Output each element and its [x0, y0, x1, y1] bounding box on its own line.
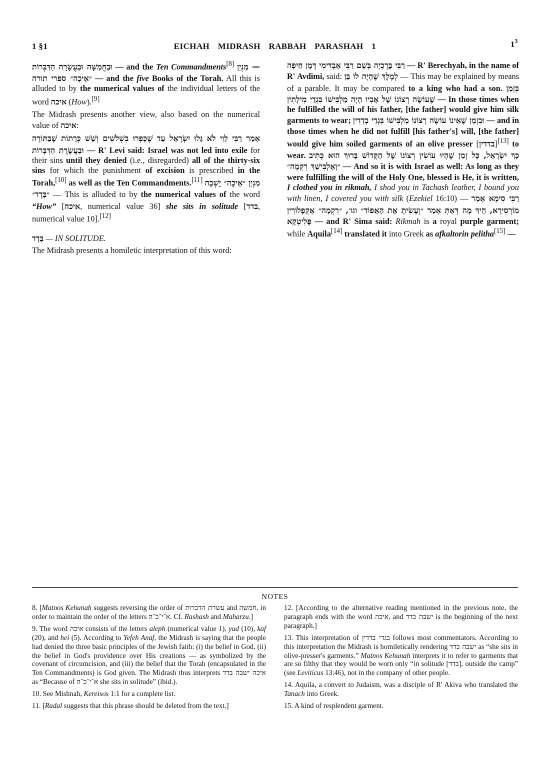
hebrew-text: ישבה בדד	[449, 642, 477, 651]
text-run: — and R' Sima said:	[311, 216, 396, 226]
text-run: the numerical values of	[140, 190, 227, 200]
text-run: royal	[436, 216, 461, 226]
text-run: said:	[324, 72, 345, 82]
text-run: (i.e., disregarded)	[126, 155, 192, 165]
text-run: to wear.	[287, 139, 520, 161]
hebrew-text: אָמַר רַבִּי לֵוִי לֹא גָּלוּ יִשְׂרָאֵל עַד שֶׁכָּפְרוּ בִשְׁלֹשִׁים וְשֵׁשׁ כְּרֵתוֹת שֶׁבַּתּוֹרָה וּבַעֲשֶׂרֶת הַדִּבְּרוֹת	[32, 133, 260, 155]
text-run: —	[505, 229, 516, 239]
text-run: 10. See Mishnah,	[32, 690, 84, 699]
hebrew-text: רַבִּי סִימָא אָמַר מוֹרְסִירָא, הֵיךְ מָה דְּאַתְּ אָמַר ״וְעָשִׂיתָ אֶת הָאֵפוֹד״ וגו׳, ״רִקְמָה״ אַקְפָלוֹרִין פֶּלִיטְקָא	[287, 193, 519, 226]
text-run: , the Midrash is saying that the people had denied the three basic principles of the Jewish faith: (i) the belief in God, (ii) the belief in God's providence over His creations — as symbolized by the covenant of circumcision, and (iii) the belief that the Torah (encapsulated in the Ten Commandments) is God given. The Midrash thus interprets	[32, 633, 266, 678]
footnote-ref: [9]	[91, 95, 100, 103]
right-text-column	[287, 60, 519, 242]
text-run: and	[208, 612, 223, 621]
hebrew-text: בִּזְמַן שֶׁעוֹשֶׂה רְצוֹנוֹ שֶׁל אָבִיו הָיָה מַלְבִּישׁוֹ בִּגְדֵי מִילָתִין	[287, 82, 520, 104]
text-run: Books of the Torah.	[148, 74, 224, 84]
text-run: ]	[494, 139, 498, 149]
hebrew-text: א־י־כ־ה	[76, 678, 99, 687]
text-run: Ezekiel	[409, 194, 433, 204]
text-run: The Midrash presents another view, also based on the numerical value of	[32, 109, 260, 130]
text-run: is the beginning of the next paragraph.]	[284, 612, 518, 630]
text-run: Maharzu	[222, 612, 249, 621]
footnote	[284, 634, 518, 679]
hebrew-text: כָּךְ יִשְׂרָאֵל, כָּל זְמַן שֶׁהָיוּ עוֹשִׂין רְצוֹנוֹ שֶׁל הַקָּדוֹשׁ בָּרוּךְ הוּא כְּתִיב ״וָאַלְבִּישֵׁךְ רִקְמָה״	[287, 150, 520, 172]
hebrew-text: ישבה בדד	[405, 612, 434, 621]
text-run: she sits in solitude	[165, 201, 239, 211]
text-run: Yefeh Anaf	[123, 633, 155, 642]
text-run: kaf	[257, 624, 266, 633]
text-run: in the Torah,	[32, 166, 261, 189]
footnote-ref: [14]	[330, 228, 343, 236]
text-run: 13:46), not in the company of other people.	[323, 669, 450, 678]
text-run: a	[432, 216, 437, 226]
text-run: , numerical value 36]	[80, 201, 166, 211]
text-run: Matnos Kehunah	[41, 604, 92, 612]
text-run: ], outside the camp” (see	[284, 660, 519, 678]
text-run: the individual letters of the word	[32, 84, 260, 107]
hebrew-text: איכה	[60, 119, 77, 130]
text-run: [	[56, 201, 65, 211]
text-run: , in order to maintain the order of the letters	[32, 604, 266, 621]
text-run: (20), and	[32, 633, 61, 642]
footnote-ref: [12]	[99, 213, 111, 221]
text-run: Rashash	[184, 612, 209, 621]
footnote	[32, 604, 266, 622]
footnote-ref: [8]	[226, 61, 235, 68]
text-run: 14. Aquila, a convert to Judaism, was a disciple of R' Akiva who translated the	[284, 681, 518, 690]
hebrew-text: מִנְיַן ״אֵיכָה״ יָשְׁבָה ״בָּדָד״	[32, 178, 261, 200]
text-run: . Cf.	[170, 612, 185, 621]
text-run: she sits in solitude” (ibid.).	[98, 678, 178, 687]
text-run: afkaltorin pelitha	[435, 229, 495, 239]
text-run: 15. A kind of resplendent garment.	[284, 702, 384, 711]
text-run: for which the punishment	[45, 166, 146, 176]
text-run: and	[224, 604, 240, 612]
text-run: All this is alluded to by	[32, 74, 260, 94]
text-run: into Greek.	[304, 690, 340, 699]
text-run: while	[287, 229, 308, 239]
text-run: ).	[86, 97, 92, 107]
text-run: of excision	[145, 166, 185, 176]
footnote	[284, 702, 518, 711]
text-run: I clothed you in rikmah,	[287, 183, 372, 192]
text-run: — IN SOLITUDE.	[43, 234, 106, 244]
text-run: yud	[228, 624, 240, 633]
text-run: (	[66, 97, 72, 107]
text-run: as “Because of	[32, 678, 77, 687]
text-run: 16:10) —	[432, 194, 472, 204]
hebrew-text: א־י־כ־ה	[148, 612, 171, 621]
text-run: to a king who had a son.	[408, 83, 503, 93]
text-run: — This may be explained by means of a parable. It may be compared	[287, 72, 519, 93]
text-run: — In those times when he fulfilled the will of his father, [the father] would give him silk garments to wear;	[287, 94, 519, 126]
footnote	[32, 702, 266, 711]
hebrew-text: לְמֶלֶךְ שֶׁהָיָה לוֹ בֵּן	[344, 71, 398, 82]
text-run: — And so it is with Israel as well: As long as they were fulfilling the will of the Holy One, blessed is He, it is written,	[287, 162, 520, 182]
text-run: Kereisos	[83, 690, 109, 699]
text-run: hei	[60, 633, 70, 642]
footnote-ref: [13]	[497, 138, 509, 146]
text-run: (	[403, 194, 409, 204]
text-run: I shod you in Tachash leather, I bound you with linen, I covered you with silk	[287, 183, 519, 204]
notes-divider	[32, 587, 518, 588]
text-run: five	[136, 74, 149, 84]
text-run: is prescribed	[184, 166, 238, 176]
text-run: suggests reversing the order of	[91, 604, 186, 612]
paragraph	[32, 110, 260, 132]
paragraph	[287, 60, 519, 240]
header-title: EICHAH MIDRASH RABBAH PARASHAH 1	[173, 41, 377, 51]
text-run: (5). According to	[69, 633, 124, 642]
hebrew-text: בדד	[246, 200, 258, 211]
footnote-ref: [15]	[494, 228, 506, 236]
text-run: interprets it to refer to garments that are so filthy that they would be worn only “in solitude [	[284, 651, 518, 669]
text-run: for their sins	[32, 145, 260, 165]
text-run: , and	[388, 612, 406, 621]
text-run: into Greek	[386, 229, 426, 239]
hebrew-text: רַבִּי בֶּרֶכְיָה בְּשֵׁם רַבִּי אַבְדִּימִי דְּמָן חֵיפָה	[287, 60, 405, 70]
hebrew-text: איכה ישבה בדד	[222, 669, 266, 678]
footnote	[32, 690, 266, 699]
text-run: the numerical values of	[80, 84, 165, 94]
hebrew-text: וּבַחֲמִשָּׁה וּבַעֲשָׂרָה הַדִּבְּרוֹת	[32, 61, 113, 72]
text-run: (numerical value 1),	[165, 624, 229, 633]
text-run: The Midrash presents a homiletic interpretation of this word:	[32, 246, 232, 256]
text-run: all of the thirty-six sins	[32, 155, 260, 176]
footnote	[284, 681, 518, 699]
text-run: follows most commentators. According to this interpretation the Midrash is homiletically rendering	[284, 633, 518, 651]
footnote-ref: [10]	[55, 177, 67, 185]
notes-title: NOTES	[261, 592, 289, 601]
paragraph	[32, 246, 260, 256]
text-run: — This is alluded to by	[49, 190, 141, 200]
hebrew-text: — מִנְיַן ״אֵיכָה״ ספרי תורה	[32, 61, 261, 84]
text-run: Matnos Kehunah	[360, 651, 411, 660]
text-run: .]	[248, 612, 253, 621]
text-run: 13. This interpretation of	[284, 633, 362, 642]
text-run: as well as the Ten Commandments.	[66, 179, 192, 189]
hebrew-text: איכה	[69, 624, 84, 633]
text-run: is	[420, 216, 433, 226]
text-run: suggests that this phrase should be deleted from the text.]	[62, 702, 229, 711]
text-run: (10),	[239, 624, 258, 633]
hebrew-text: איכה	[50, 96, 67, 107]
text-run: Aquila	[307, 229, 331, 239]
text-run: 9. The word	[32, 624, 70, 633]
notes-left-column	[32, 604, 266, 714]
text-run: Rikmah	[395, 216, 421, 226]
text-run: aleph	[149, 624, 166, 633]
text-run: until they denied	[66, 155, 127, 165]
text-run: Ten Commandments	[155, 62, 227, 72]
footnote	[32, 625, 266, 687]
header-page-number: $1^3$	[510, 39, 518, 49]
text-run: Tanach	[284, 690, 305, 699]
text-run: — and the	[112, 62, 156, 72]
text-run: , numerical value 10].	[32, 201, 260, 224]
hebrew-text: איכה	[375, 612, 389, 621]
text-run: 8. [	[32, 604, 42, 612]
hebrew-text: איכה	[64, 200, 81, 211]
text-run: — R' Berechyah, in the name of R' Avdimi,	[287, 61, 520, 82]
text-run: Leviticus	[297, 669, 324, 678]
text-run: as	[425, 229, 436, 239]
paragraph	[32, 133, 260, 225]
text-run: Radal	[44, 702, 63, 711]
text-run: translated it	[342, 229, 387, 239]
paragraph	[32, 60, 260, 108]
text-run: the word	[226, 190, 260, 200]
hebrew-text: בדדין	[479, 138, 495, 149]
text-run: 1:1 for a complete list.	[108, 690, 176, 699]
text-run: 11. [	[32, 702, 45, 711]
text-run: — and in those times when he did not fulfill [his father's] will, [the father] would give him soiled garments of an olive presser	[287, 116, 519, 149]
text-run: purple garment;	[460, 216, 520, 226]
text-run: :	[76, 120, 79, 130]
text-run: 12. [According to the alternative reading mentioned in the previous note, the paragraph ends with the word	[284, 604, 518, 621]
hebrew-text: בָּדָד	[32, 233, 44, 244]
hebrew-text: בדד	[448, 660, 459, 669]
text-run: — and the	[91, 74, 137, 84]
text-run: How	[71, 97, 87, 107]
header-section-ref: 1 §1	[32, 41, 48, 51]
footnote-ref: [11]	[191, 177, 203, 185]
text-run: consists of the letters	[83, 624, 150, 633]
notes-right-column	[284, 604, 518, 714]
section-heading	[32, 233, 260, 244]
text-run: — R' Levi said: Israel was not led into exile	[83, 145, 248, 155]
hebrew-text: עשרת הדברות	[185, 604, 225, 612]
hebrew-text: וּבִזְמַן שֶׁאֵינוֹ עוֹשֶׂה רְצוֹנוֹ מַלְבִּישׁוֹ בִּגְדֵי בְדָדִין	[352, 115, 485, 126]
text-run: [	[472, 139, 480, 149]
text-run: “How”	[32, 201, 57, 211]
text-run: [	[238, 201, 247, 211]
hebrew-text: בגדי בדדין	[361, 633, 390, 642]
footnote	[284, 604, 518, 631]
left-text-column	[32, 60, 260, 259]
text-run: as “she sits in olive-presser's garments.”	[284, 642, 518, 660]
running-header	[32, 41, 518, 55]
hebrew-text: חמשה	[239, 604, 257, 612]
